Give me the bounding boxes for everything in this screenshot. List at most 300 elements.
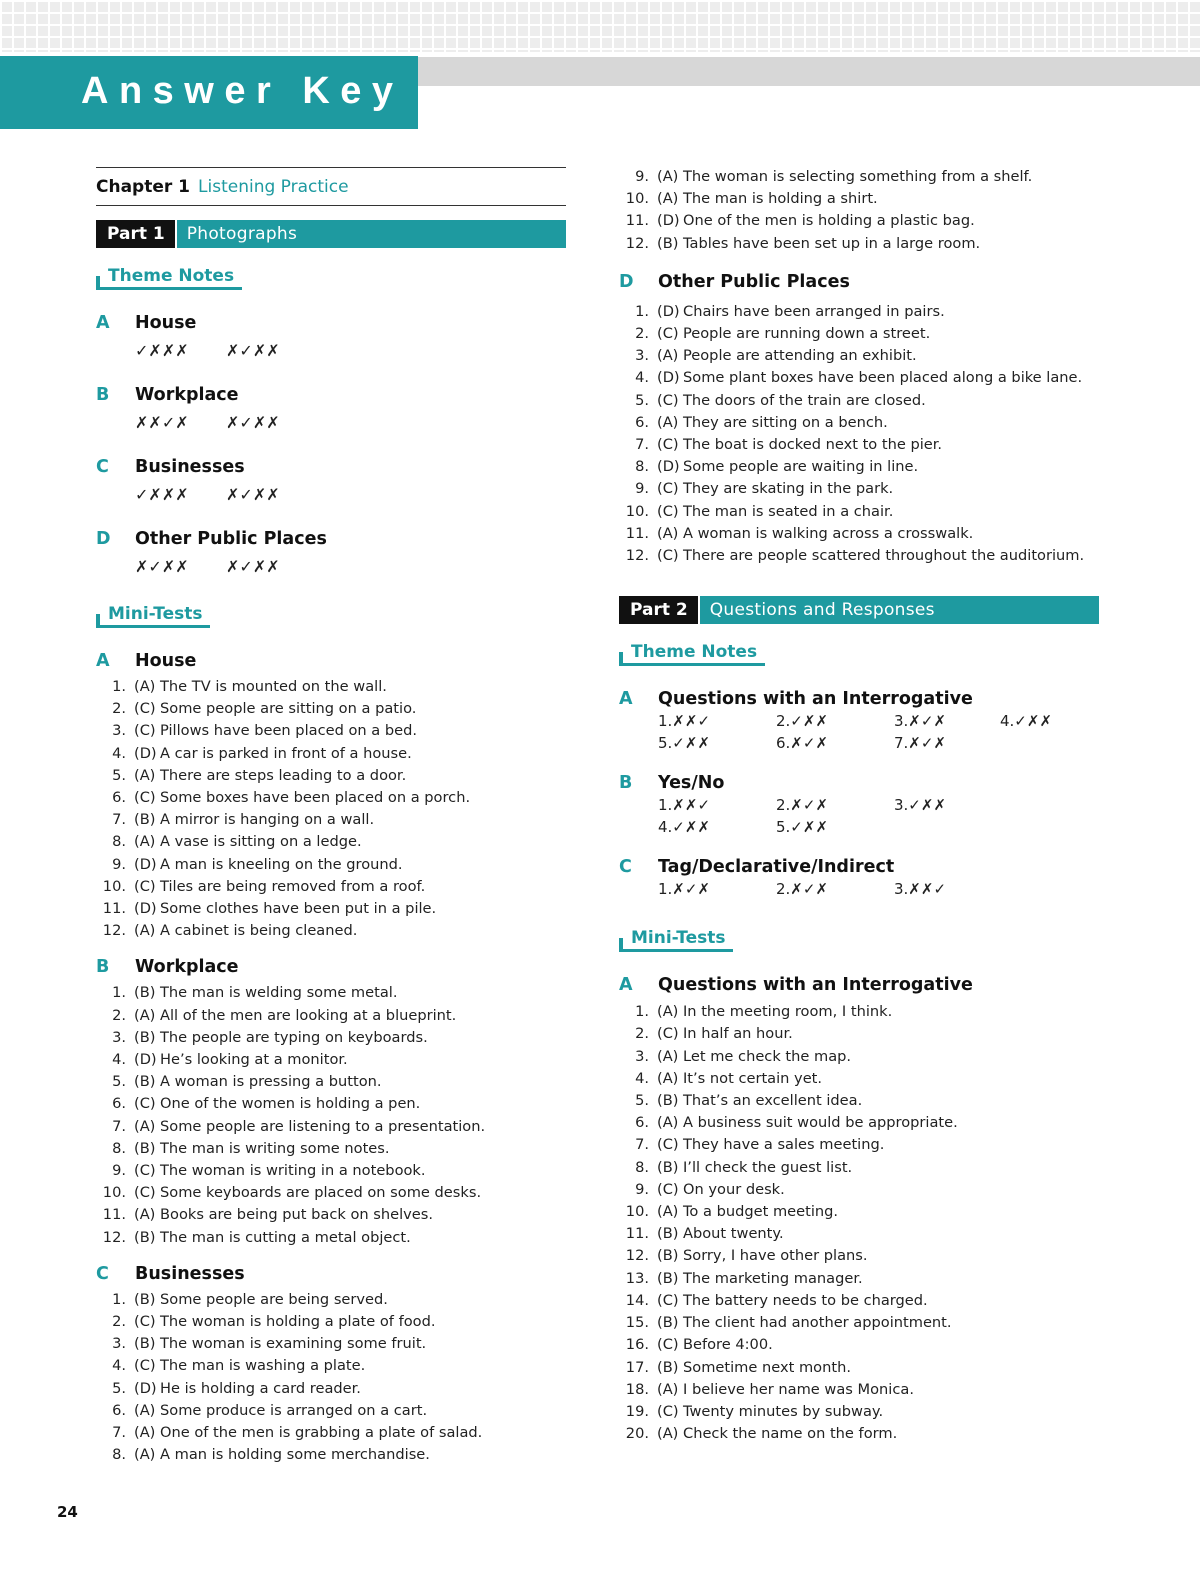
- answer-item: [619, 501, 1099, 523]
- answer-item: [96, 831, 566, 853]
- item-number: 11.: [625, 524, 649, 542]
- check-mark-cell: 1.✗✓✗: [658, 880, 711, 899]
- item-number: 6.: [112, 1095, 126, 1113]
- item-number: 11.: [625, 212, 649, 230]
- item-answer: (D): [657, 212, 680, 230]
- section-title: Questions with an Interrogative: [658, 975, 973, 996]
- item-number: 13.: [625, 1269, 649, 1287]
- item-number: 10.: [625, 190, 649, 208]
- item-answer: (B): [657, 1247, 679, 1265]
- item-text: Twenty minutes by subway.: [683, 1402, 884, 1420]
- part-1-title: Photographs: [186, 224, 298, 244]
- part-2-theme-notes: [619, 688, 1099, 900]
- item-number: 3.: [635, 347, 649, 365]
- item-text: Some produce is arranged on a cart.: [160, 1401, 428, 1419]
- answer-item: [96, 854, 566, 876]
- item-text: Tiles are being removed from a roof.: [160, 877, 426, 895]
- header-pattern: [0, 0, 1200, 52]
- item-text: He’s looking at a monitor.: [160, 1051, 348, 1069]
- item-answer: (C): [657, 1402, 679, 1420]
- header-gray-band: [413, 57, 1200, 86]
- answer-item: [96, 809, 566, 831]
- section-title: House: [135, 313, 197, 333]
- item-number: 3.: [635, 1047, 649, 1065]
- answer-item: [619, 1312, 1099, 1334]
- item-text: They are skating in the park.: [683, 480, 894, 498]
- item-text: The man is writing some notes.: [160, 1139, 390, 1157]
- check-mark-cell: 4.✓✗✗: [658, 818, 711, 837]
- item-number: 1.: [112, 984, 126, 1002]
- item-number: 1.: [112, 678, 126, 695]
- item-text: Sometime next month.: [683, 1358, 851, 1376]
- item-answer: (D): [134, 855, 157, 873]
- item-text: Before 4:00.: [683, 1336, 773, 1354]
- item-text: Some keyboards are placed on some desks.: [160, 1184, 482, 1202]
- answer-item: [96, 1049, 566, 1071]
- item-text: Some boxes have been placed on a porch.: [160, 789, 471, 807]
- item-answer: (C): [134, 789, 156, 807]
- item-number: 7.: [635, 1136, 649, 1154]
- item-text: On your desk.: [683, 1180, 785, 1198]
- section-letter: B: [96, 957, 110, 978]
- item-text: One of the women is holding a pen.: [160, 1095, 421, 1113]
- answer-item: [96, 1182, 566, 1204]
- item-number: 10.: [102, 877, 126, 895]
- item-text: Some people are being served.: [160, 1290, 388, 1308]
- section-heading: [619, 271, 1099, 293]
- item-text: The TV is mounted on the wall.: [160, 678, 387, 695]
- answer-item: [619, 323, 1099, 345]
- page-number: 24: [57, 1503, 78, 1521]
- answer-item: [96, 1093, 566, 1115]
- item-number: 16.: [625, 1336, 649, 1354]
- item-answer: (C): [657, 480, 679, 498]
- part-1-bar: [96, 220, 566, 248]
- item-number: 2.: [635, 1025, 649, 1043]
- section-heading: [96, 312, 566, 334]
- item-number: 14.: [625, 1291, 649, 1309]
- item-text: In the meeting room, I think.: [683, 1003, 893, 1021]
- item-answer: (A): [657, 1069, 679, 1087]
- section-letter: D: [619, 271, 634, 292]
- part-2-title: Questions and Responses: [709, 600, 935, 621]
- item-answer: (C): [657, 1336, 679, 1354]
- item-text: A man is kneeling on the ground.: [160, 855, 403, 873]
- mini-tests-heading: Mini-Tests: [619, 928, 733, 952]
- item-text: A business suit would be appropriate.: [683, 1114, 958, 1132]
- item-answer: (B): [134, 984, 156, 1002]
- item-answer: (D): [134, 1051, 157, 1069]
- answer-item: [96, 1138, 566, 1160]
- answer-item: [619, 1201, 1099, 1223]
- item-text: The marketing manager.: [683, 1269, 863, 1287]
- item-number: 10.: [102, 1184, 126, 1202]
- item-answer: (C): [657, 1025, 679, 1043]
- mini-test-items: [96, 982, 566, 1248]
- answer-item: [96, 743, 566, 765]
- item-text: There are people scattered throughout the auditorium.: [683, 547, 1085, 565]
- item-answer: (A): [657, 1380, 679, 1398]
- marks-set-1: ✓✗✗✗: [135, 341, 189, 360]
- item-text: The woman is selecting something from a shelf.: [683, 168, 1033, 185]
- section-letter: B: [96, 385, 110, 405]
- item-number: 8.: [112, 1139, 126, 1157]
- item-answer: (C): [134, 1313, 156, 1331]
- answer-item: [96, 676, 566, 698]
- answer-item: [619, 1134, 1099, 1156]
- item-answer: (A): [657, 190, 679, 208]
- item-answer: (B): [657, 234, 679, 252]
- item-text: Sorry, I have other plans.: [683, 1247, 868, 1265]
- section-title: Businesses: [135, 1263, 245, 1284]
- item-text: One of the men is holding a plastic bag.: [683, 212, 975, 230]
- item-answer: (B): [657, 1092, 679, 1110]
- marks-set-1: ✓✗✗✗: [135, 485, 189, 504]
- item-answer: (B): [657, 1225, 679, 1243]
- mini-test-items: [96, 676, 566, 942]
- item-number: 6.: [635, 413, 649, 431]
- item-number: 4.: [112, 744, 126, 762]
- answer-item: [619, 434, 1099, 456]
- answer-item: [96, 720, 566, 742]
- answer-item: [619, 412, 1099, 434]
- item-text: A cabinet is being cleaned.: [160, 922, 358, 940]
- check-mark-cell: 5.✓✗✗: [658, 734, 711, 753]
- section-letter: B: [619, 773, 633, 794]
- check-marks: [96, 340, 566, 362]
- item-answer: (B): [134, 811, 156, 829]
- item-number: 9.: [635, 168, 649, 185]
- item-number: 2.: [112, 1313, 126, 1331]
- item-answer: (A): [134, 1206, 156, 1224]
- answer-item: [96, 1355, 566, 1377]
- section-letter: C: [96, 457, 109, 477]
- item-text: That’s an excellent idea.: [683, 1092, 863, 1110]
- item-number: 8.: [635, 458, 649, 476]
- item-text: In half an hour.: [683, 1025, 793, 1043]
- item-number: 5.: [112, 1073, 126, 1091]
- item-number: 8.: [112, 1446, 126, 1464]
- marks-set-2: ✗✓✗✗: [226, 413, 280, 432]
- item-text: The client had another appointment.: [683, 1314, 952, 1332]
- item-text: The man is holding a shirt.: [683, 190, 878, 208]
- item-text: One of the men is grabbing a plate of salad.: [160, 1424, 483, 1442]
- check-mark-cell: 4.✓✗✗: [1000, 712, 1053, 731]
- mini-test-items-continued: [619, 166, 1099, 255]
- answer-item: [96, 1005, 566, 1027]
- item-answer: (C): [134, 1162, 156, 1180]
- section-heading: [619, 772, 1099, 794]
- answer-item: [96, 982, 566, 1004]
- item-text: A mirror is hanging on a wall.: [160, 811, 375, 829]
- item-text: To a budget meeting.: [683, 1203, 839, 1221]
- item-number: 7.: [112, 1424, 126, 1442]
- item-answer: (A): [657, 1203, 679, 1221]
- check-mark-cell: 5.✓✗✗: [776, 818, 829, 837]
- answer-item: [619, 1334, 1099, 1356]
- answer-item: [619, 188, 1099, 210]
- answer-item: [96, 920, 566, 942]
- answer-item: [619, 1379, 1099, 1401]
- item-number: 7.: [112, 1117, 126, 1135]
- item-text: There are steps leading to a door.: [160, 766, 407, 784]
- marks-set-1: ✗✓✗✗: [135, 557, 189, 576]
- empty-cell: [1000, 732, 1100, 754]
- item-answer: (B): [657, 1269, 679, 1287]
- item-answer: (C): [134, 1357, 156, 1375]
- answer-item: [619, 210, 1099, 232]
- item-text: Let me check the map.: [683, 1047, 852, 1065]
- part-1-mini-tests-right: [619, 166, 1099, 567]
- item-answer: (A): [134, 922, 156, 940]
- section-title: Other Public Places: [658, 271, 850, 292]
- item-number: 5.: [112, 1379, 126, 1397]
- item-answer: (A): [134, 833, 156, 851]
- answer-item: [96, 698, 566, 720]
- item-text: A vase is sitting on a ledge.: [160, 833, 362, 851]
- answer-item: [619, 166, 1099, 188]
- answer-item: [96, 1160, 566, 1182]
- item-answer: (A): [134, 766, 156, 784]
- section-heading: [96, 650, 566, 672]
- item-number: 10.: [625, 502, 649, 520]
- item-text: The woman is writing in a notebook.: [160, 1162, 426, 1180]
- section-letter: C: [96, 1263, 109, 1284]
- item-text: Check the name on the form.: [683, 1425, 898, 1443]
- item-text: All of the men are looking at a blueprint.: [160, 1006, 457, 1024]
- part-2-mini-tests: [619, 974, 1099, 1445]
- item-text: Books are being put back on shelves.: [160, 1206, 434, 1224]
- item-answer: (A): [134, 1446, 156, 1464]
- item-number: 17.: [625, 1358, 649, 1376]
- page-title: Answer Key: [81, 70, 404, 112]
- item-answer: (C): [134, 722, 156, 740]
- part-2-label: Part 2: [619, 596, 700, 624]
- item-text: The people are typing on keyboards.: [160, 1028, 428, 1046]
- item-answer: (A): [134, 1424, 156, 1442]
- section-letter: C: [619, 857, 632, 878]
- answer-item: [619, 1245, 1099, 1267]
- item-number: 2.: [112, 1006, 126, 1024]
- item-text: He is holding a card reader.: [160, 1379, 361, 1397]
- item-number: 5.: [635, 391, 649, 409]
- item-answer: (D): [657, 369, 680, 387]
- item-text: Some people are listening to a presentation.: [160, 1117, 486, 1135]
- marks-set-2: ✗✓✗✗: [226, 485, 280, 504]
- item-answer: (A): [657, 1114, 679, 1132]
- item-answer: (B): [134, 1139, 156, 1157]
- answer-item: [619, 523, 1099, 545]
- check-mark-grid: [619, 710, 1099, 754]
- answer-item: [619, 1401, 1099, 1423]
- section-heading: [619, 856, 1099, 878]
- answer-item: [619, 1423, 1099, 1445]
- item-answer: (A): [657, 524, 679, 542]
- item-number: 19.: [625, 1402, 649, 1420]
- section-heading: [96, 456, 566, 478]
- item-answer: (B): [134, 1290, 156, 1308]
- right-column: [619, 166, 1099, 1445]
- answer-item: [96, 1444, 566, 1466]
- check-mark-grid: [619, 794, 1099, 838]
- item-text: It’s not certain yet.: [683, 1069, 823, 1087]
- item-text: I believe her name was Monica.: [683, 1380, 914, 1398]
- answer-item: [96, 1204, 566, 1226]
- check-mark-cell: 1.✗✗✓: [658, 796, 711, 815]
- left-column: [96, 167, 566, 1467]
- answer-item: [619, 1112, 1099, 1134]
- section-letter: A: [96, 313, 110, 333]
- section-heading: [96, 528, 566, 550]
- mini-tests-heading: Mini-Tests: [96, 604, 210, 628]
- empty-cell: [894, 816, 1000, 838]
- item-answer: (C): [134, 1095, 156, 1113]
- check-marks: [96, 412, 566, 434]
- theme-notes-heading: Theme Notes: [619, 642, 765, 666]
- item-number: 20.: [625, 1425, 649, 1443]
- check-mark-cell: 7.✗✓✗: [894, 734, 947, 753]
- answer-item: [96, 1333, 566, 1355]
- item-text: A man is holding some merchandise.: [160, 1446, 430, 1464]
- item-answer: (C): [134, 877, 156, 895]
- item-answer: (B): [657, 1158, 679, 1176]
- answer-item: [619, 1290, 1099, 1312]
- marks-set-2: ✗✓✗✗: [226, 557, 280, 576]
- section-heading: [619, 974, 1099, 996]
- item-answer: (D): [657, 302, 680, 320]
- answer-item: [619, 367, 1099, 389]
- item-number: 3.: [112, 1028, 126, 1046]
- item-number: 5.: [112, 766, 126, 784]
- item-number: 12.: [625, 234, 649, 252]
- chapter-heading: [96, 167, 566, 206]
- check-mark-cell: 2.✗✓✗: [776, 796, 829, 815]
- item-text: Some clothes have been put in a pile.: [160, 900, 437, 918]
- item-text: Tables have been set up in a large room.: [683, 234, 981, 252]
- marks-set-2: ✗✓✗✗: [226, 341, 280, 360]
- answer-item: [619, 1046, 1099, 1068]
- item-text: Some plant boxes have been placed along a bike lane.: [683, 369, 1083, 387]
- section-title: Questions with an Interrogative: [658, 689, 973, 710]
- item-number: 4.: [635, 369, 649, 387]
- item-number: 12.: [625, 547, 649, 565]
- answer-item: [96, 1116, 566, 1138]
- answer-item: [619, 233, 1099, 255]
- item-text: The man is washing a plate.: [160, 1357, 366, 1375]
- item-number: 11.: [625, 1225, 649, 1243]
- section-letter: A: [96, 651, 110, 671]
- answer-item: [96, 1311, 566, 1333]
- item-number: 12.: [625, 1247, 649, 1265]
- item-number: 12.: [102, 922, 126, 940]
- item-answer: (B): [657, 1314, 679, 1332]
- item-text: Some people are sitting on a patio.: [160, 700, 417, 718]
- check-mark-cell: 3.✗✗✓: [894, 880, 947, 899]
- item-answer: (B): [134, 1073, 156, 1091]
- item-answer: (A): [134, 1006, 156, 1024]
- item-number: 7.: [635, 436, 649, 454]
- mini-test-items: [619, 1001, 1099, 1445]
- item-text: Chairs have been arranged in pairs.: [683, 302, 945, 320]
- item-answer: (C): [134, 700, 156, 718]
- item-number: 1.: [635, 1003, 649, 1021]
- item-number: 15.: [625, 1314, 649, 1332]
- item-number: 9.: [112, 855, 126, 873]
- item-number: 2.: [635, 325, 649, 343]
- item-number: 9.: [635, 480, 649, 498]
- item-answer: (D): [134, 744, 157, 762]
- item-answer: (B): [657, 1358, 679, 1376]
- item-answer: (A): [657, 1047, 679, 1065]
- item-number: 8.: [635, 1158, 649, 1176]
- check-mark-grid: [619, 878, 1099, 900]
- answer-item: [96, 1071, 566, 1093]
- item-number: 8.: [112, 833, 126, 851]
- item-number: 10.: [625, 1203, 649, 1221]
- item-answer: (C): [657, 1136, 679, 1154]
- check-mark-cell: 2.✗✓✗: [776, 880, 829, 899]
- answer-item: [96, 1400, 566, 1422]
- item-answer: (A): [657, 1425, 679, 1443]
- answer-item: [619, 545, 1099, 567]
- item-text: Some people are waiting in line.: [683, 458, 919, 476]
- answer-item: [619, 1179, 1099, 1201]
- answer-item: [96, 1227, 566, 1249]
- section-title: Workplace: [135, 957, 239, 978]
- item-answer: (D): [657, 458, 680, 476]
- item-text: The woman is holding a plate of food.: [160, 1313, 436, 1331]
- item-text: They have a sales meeting.: [683, 1136, 885, 1154]
- item-text: I’ll check the guest list.: [683, 1158, 853, 1176]
- part-2-bar: [619, 596, 1099, 624]
- item-answer: (A): [657, 1003, 679, 1021]
- item-number: 2.: [112, 700, 126, 718]
- item-number: 4.: [112, 1357, 126, 1375]
- answer-item: [619, 390, 1099, 412]
- section-heading: [619, 688, 1099, 710]
- item-number: 6.: [635, 1114, 649, 1132]
- chapter-subtitle: Listening Practice: [198, 176, 349, 197]
- item-answer: (C): [657, 436, 679, 454]
- answer-item: [619, 1357, 1099, 1379]
- part-1-label: Part 1: [96, 220, 177, 248]
- answer-item: [619, 1068, 1099, 1090]
- item-text: People are attending an exhibit.: [683, 347, 917, 365]
- section-title: Yes/No: [658, 773, 725, 794]
- item-number: 18.: [625, 1380, 649, 1398]
- check-marks: [96, 556, 566, 578]
- item-answer: (C): [657, 391, 679, 409]
- section-heading: [96, 384, 566, 406]
- answer-item: [619, 1001, 1099, 1023]
- empty-cell: [1000, 794, 1100, 816]
- item-text: A car is parked in front of a house.: [160, 744, 412, 762]
- section-title: Businesses: [135, 457, 245, 477]
- item-answer: (A): [134, 678, 156, 695]
- answer-item: [96, 765, 566, 787]
- marks-set-1: ✗✗✓✗: [135, 413, 189, 432]
- part-1-mini-tests-left: [96, 650, 566, 1467]
- item-answer: (A): [657, 347, 679, 365]
- item-text: The boat is docked next to the pier.: [683, 436, 943, 454]
- item-answer: (B): [134, 1335, 156, 1353]
- item-answer: (A): [134, 1117, 156, 1135]
- answer-item: [619, 345, 1099, 367]
- item-text: A woman is pressing a button.: [160, 1073, 382, 1091]
- item-answer: (C): [134, 1184, 156, 1202]
- item-text: People are running down a street.: [683, 325, 931, 343]
- item-text: Pillows have been placed on a bed.: [160, 722, 418, 740]
